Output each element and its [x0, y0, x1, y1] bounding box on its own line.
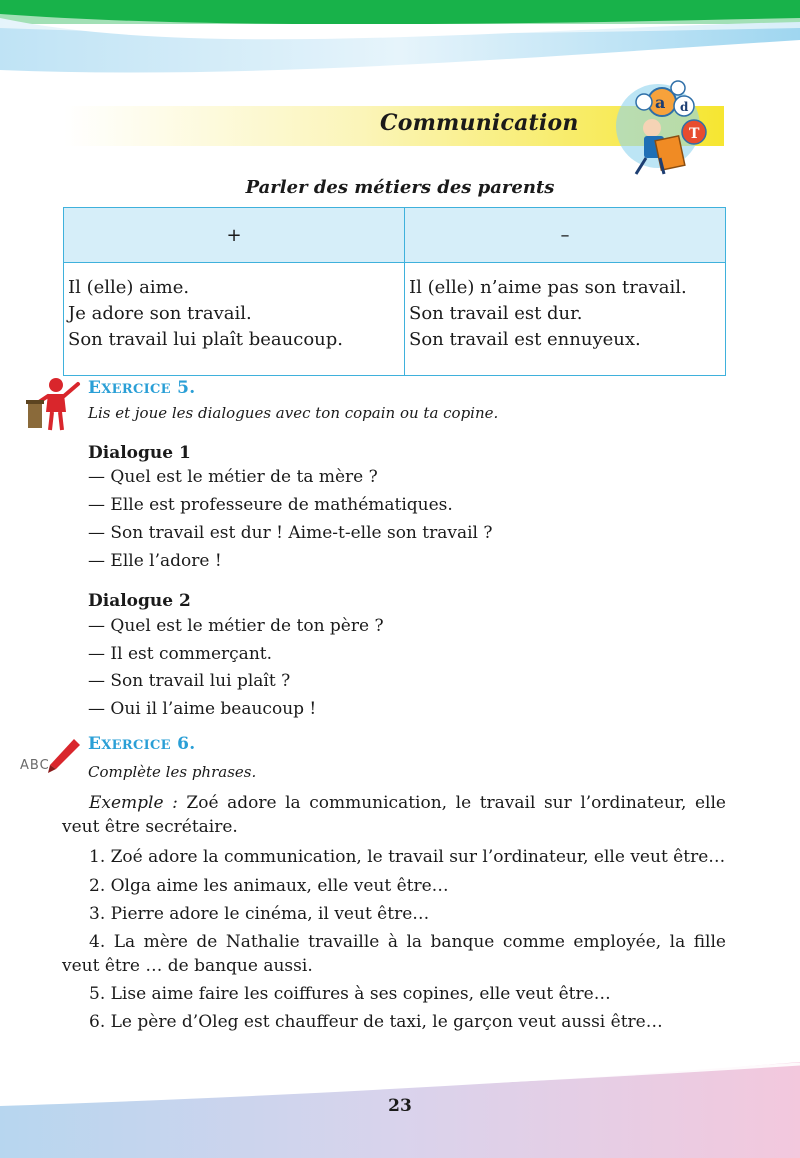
page-number: 23: [388, 1096, 412, 1116]
svg-text:a: a: [655, 93, 666, 112]
svg-text:d: d: [680, 100, 689, 114]
exercise-item: 2. Olga aime les animaux, elle veut être…: [89, 876, 449, 896]
exercise-5-instruction: Lis et joue les dialogues avec ton copain ou ta copine.: [88, 404, 499, 422]
exercise-item: 4. La mère de Nathalie travaille à la banque comme employée, la fille veut être … de banque aussi.: [62, 932, 726, 976]
table-header-row: [64, 208, 726, 263]
dialogue-line: — Elle l’adore !: [88, 551, 222, 571]
exercise-heading-number: 5.: [177, 378, 196, 398]
table-cell-positive: [64, 263, 405, 376]
table-cell-line: Son travail est dur.: [409, 303, 583, 324]
table-row: [64, 263, 726, 376]
dialogue-2-title: Dialogue 2: [88, 591, 191, 611]
table-cell-line: Il (elle) aime.: [68, 277, 190, 298]
table-cell-line: Je adore son travail.: [68, 303, 252, 324]
dialogue-1-title: Dialogue 1: [88, 443, 191, 463]
exercise-heading-word: XERCICE: [101, 738, 171, 753]
dialogue-line: — Son travail est dur ! Aime-t-elle son travail ?: [88, 523, 493, 543]
exercise-5-heading: [88, 378, 195, 398]
example-label: Exemple :: [89, 793, 178, 813]
table-cell-line: Il (elle) n’aime pas son travail.: [409, 277, 687, 298]
exercise-heading-number: 6.: [177, 734, 196, 754]
exercise-heading-initial: E: [88, 378, 102, 398]
table-cell-negative: [405, 263, 726, 376]
exercise-item: 6. Le père d’Oleg est chauffeur de taxi, le garçon veut aussi être…: [89, 1012, 663, 1032]
dialogue-line: — Elle est professeure de mathématiques.: [88, 495, 453, 515]
exercise-item: 3. Pierre adore le cinéma, il veut être…: [89, 904, 430, 924]
dialogue-line: — Il est commerçant.: [88, 644, 273, 664]
example-text: Zoé adore la communication, le travail sur l’ordinateur, elle veut être secrétaire.: [62, 793, 726, 837]
table-cell-line: Son travail lui plaît beaucoup.: [68, 329, 343, 350]
exercise-6-instruction: Complète les phrases.: [88, 763, 257, 781]
student-with-letters-icon: [606, 76, 710, 180]
dialogue-line: — Oui il l’aime beaucoup !: [88, 699, 317, 719]
example-paragraph: [62, 791, 726, 839]
table-title: Parler des métiers des parents: [245, 177, 555, 198]
exercise-item: 5. Lise aime faire les coiffures à ses copines, elle veut être…: [89, 984, 611, 1004]
abc-label: ABC: [20, 758, 50, 773]
section-title: Communication: [380, 110, 579, 136]
exercise-6-body: [62, 791, 726, 1034]
dialogue-line: — Quel est le métier de ta mère ?: [88, 467, 378, 487]
dialogue-line: — Son travail lui plaît ?: [88, 671, 291, 691]
svg-text:T: T: [689, 126, 700, 142]
table-header-plus: +: [64, 208, 405, 263]
presenter-figure-icon: [24, 376, 84, 432]
table-header-minus: –: [405, 208, 726, 263]
exercise-heading-word: XERCICE: [101, 382, 171, 397]
metiers-table: [63, 207, 726, 376]
table-cell-line: Son travail est ennuyeux.: [409, 329, 641, 350]
exercise-item: 1. Zoé adore la communication, le travail sur l’ordinateur, elle veut être…: [89, 847, 726, 867]
dialogue-line: — Quel est le métier de ton père ?: [88, 616, 384, 636]
exercise-6-heading: [88, 734, 195, 754]
exercise-heading-initial: E: [88, 734, 102, 754]
